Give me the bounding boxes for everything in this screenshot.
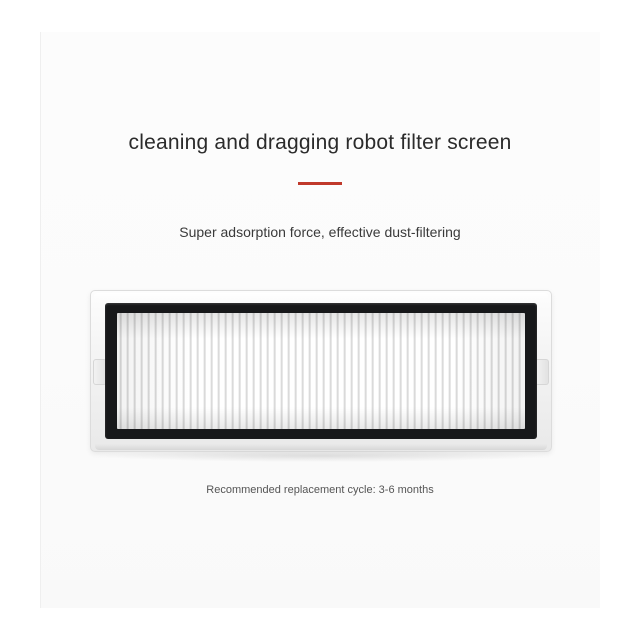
frame-top-highlight <box>94 293 548 300</box>
product-drop-shadow <box>104 450 538 462</box>
media-side-shading <box>117 313 525 429</box>
subtitle: Super adsorption force, effective dust-filtering <box>179 224 461 240</box>
replacement-cycle-note: Recommended replacement cycle: 3-6 months <box>206 484 434 496</box>
filter-foam-gasket <box>105 303 537 439</box>
page-title: cleaning and dragging robot filter screen <box>128 131 512 154</box>
product-image <box>90 290 552 452</box>
filter-pleated-media <box>117 313 525 429</box>
filter-outer-frame <box>90 290 552 452</box>
filter-clip-right <box>535 359 549 385</box>
accent-divider <box>298 182 342 185</box>
panel-left-edge <box>40 32 41 608</box>
